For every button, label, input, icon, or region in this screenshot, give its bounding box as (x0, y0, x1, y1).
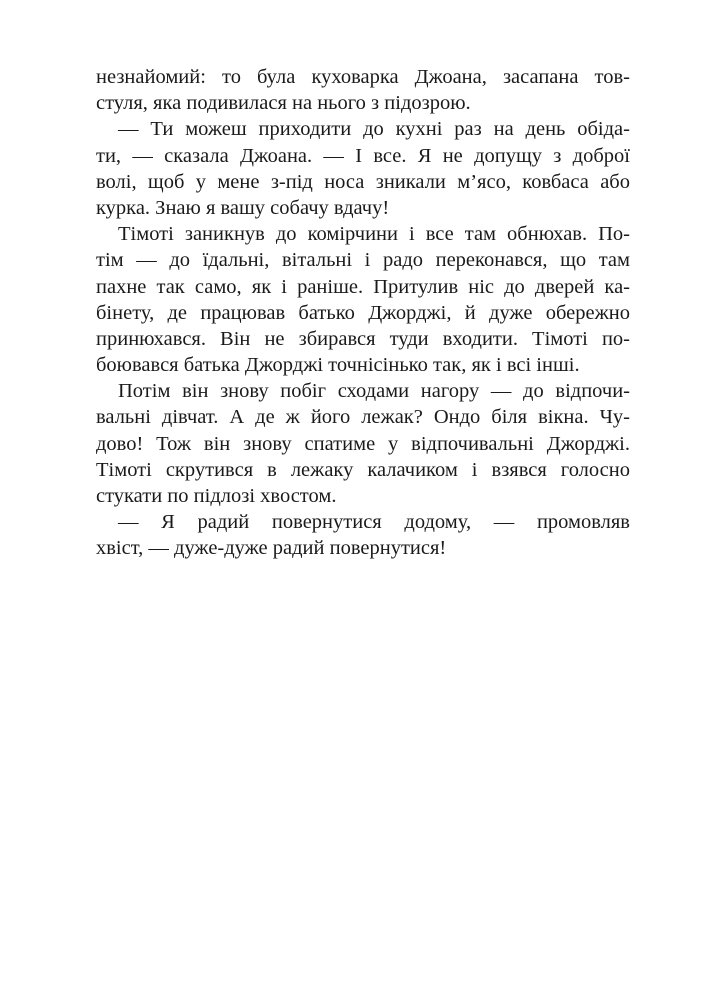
text-line: — Ти можеш приходити до кухні раз на день обіда- (118, 118, 630, 141)
text-line: волі, щоб у мене з-під носа зникали м’ясо, ковбаса або (96, 170, 630, 193)
text-line: — Я радий повернутися додому, — промовляв (118, 511, 630, 534)
text-line: дово! Тож він знову спатиме у відпочивальні Джорджі. (96, 432, 630, 455)
text-line: Тімоті скрутився в лежаку калачиком і взявся голосно (96, 458, 630, 481)
text-line: курка. Знаю я вашу собачу вдачу! (96, 196, 390, 219)
text-line: Тімоті заникнув до комірчини і все там обнюхав. По- (118, 223, 630, 246)
page-text (96, 64, 630, 562)
text-line: бінету, де працював батько Джорджі, й дуже обережно (96, 301, 630, 324)
text-line: стуля, яка подивилася на нього з підозрою. (96, 92, 471, 115)
text-line: пахне так само, як і раніше. Притулив ніс до дверей ка- (96, 275, 630, 298)
text-line: вальні дівчат. А де ж його лежак? Ондо біля вікна. Чу- (96, 406, 630, 429)
text-line: ти, — сказала Джоана. — І все. Я не допущу з доброї (96, 144, 630, 167)
text-line: принюхався. Він не збирався туди входити. Тімоті по- (96, 327, 630, 350)
text-line: незнайомий: то була куховарка Джоана, засапана тов- (96, 66, 630, 88)
text-line: тім — до їдальні, вітальні і радо переконався, що там (96, 249, 630, 272)
text-line: Потім він знову побіг сходами нагору — до відпочи- (118, 380, 630, 403)
text-line: стукати по підлозі хвостом. (96, 485, 337, 507)
text-line: хвіст, — дуже-дуже радий повернутися! (96, 537, 447, 560)
text-line: боювався батька Джорджі точнісінько так, як і всі інші. (96, 354, 580, 377)
